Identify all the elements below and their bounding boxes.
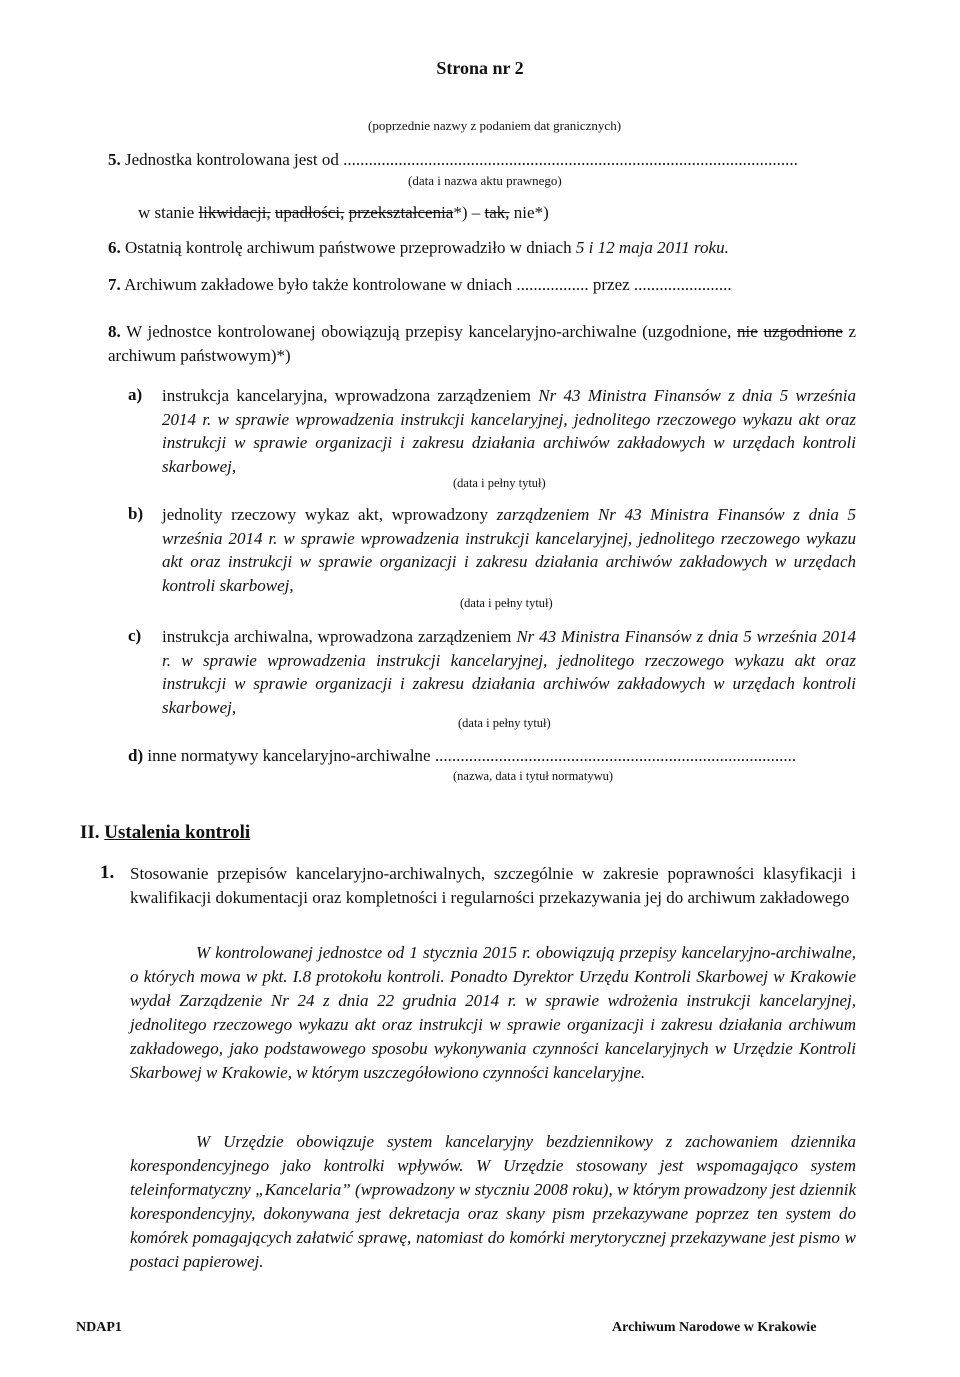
sub-a-note: (data i pełny tytuł) [453, 476, 546, 490]
item-8 [108, 320, 856, 367]
section-2-title: Ustalenia kontroli [104, 822, 251, 843]
item-5-text: Jednostka kontrolowana jest od [125, 150, 339, 169]
findings-item-1-number: 1. [100, 862, 115, 883]
item-7-text: Archiwum zakładowe było także kontrolowane w dniach [124, 275, 513, 294]
sub-d-dots: ..................................................................................... [434, 746, 797, 765]
item-6 [108, 238, 729, 258]
item-7-dots-2: ....................... [633, 275, 732, 294]
item-8-struck-nie: nie [737, 322, 758, 341]
item-5-dots: ........................................................................................................... [343, 150, 798, 169]
item-8-text-2: z archiwum państwowym)*) [108, 322, 856, 365]
sub-c-note: (data i pełny tytuł) [458, 716, 551, 730]
sub-b-label: b) [128, 504, 144, 523]
sub-c-text [162, 625, 856, 719]
note-legal-act: (data i nazwa aktu prawnego) [408, 173, 562, 188]
sub-d [128, 746, 796, 766]
state-prefix: w stanie [138, 203, 195, 222]
item-6-text: Ostatnią kontrolę archiwum państwowe przeprowadziło w dniach [125, 238, 572, 257]
section-2-number: II. [80, 822, 100, 843]
findings-paragraph-2: W Urzędzie obowiązuje system kancelaryjny bezdziennikowy z zachowaniem dziennika korespondencyjnego jako kontrolki wpływów. W Urzędzie stosowany jest wspomagająco system teleinformatyczny „Kancelaria” (wprowadzony w styczniu 2008 roku), w którym prowadzony jest dziennik korespondencyjny, dokonywana jest dekretacja oraz skany pism przekazywane poprzez ten system do komórek pomagających załatwić sprawę, natomiast do komórki merytorycznej przekazywane jest pismo w postaci papierowej. [130, 1132, 856, 1271]
item-6-dates: 5 i 12 maja 2011 roku. [575, 238, 729, 257]
sub-a-text [162, 384, 856, 478]
item-8-struck-uzgodnione: uzgodnione [763, 322, 843, 341]
item-5 [108, 150, 798, 170]
sub-b-italic: zarządzeniem Nr 43 Ministra Finansów z dnia 5 września 2014 r. w sprawie wprowadzenia instrukcji kancelaryjnej, jednolitego rzeczowego wykazu akt oraz instrukcji w sprawie organizacji i zakresu działania archiwów zakładowych w urzędach kontroli skarbowej, [162, 505, 857, 595]
note-previous-names: (poprzednie nazwy z podaniem dat granicznych) [368, 118, 622, 133]
sub-c-label: c) [128, 626, 142, 645]
item-8-text: W jednostce kontrolowanej obowiązują przepisy kancelaryjno-archiwalne (uzgodnione, [126, 322, 732, 341]
sub-c-italic: Nr 43 Ministra Finansów z dnia 5 września 2014 r. w sprawie wprowadzenia instrukcji kancelaryjnej, jednolitego rzeczowego wykazu akt oraz instrukcji w sprawie organizacji i zakresu działania archiwów zakładowych w urzędach kontroli skarbowej, [162, 627, 857, 717]
state-no: nie*) [513, 203, 549, 222]
sub-b-text [162, 503, 856, 597]
sub-b-plain: jednolity rzeczowy wykaz akt, wprowadzony [162, 505, 489, 524]
state-transformation-struck: przekształcenia [348, 203, 454, 222]
section-2-heading [80, 822, 250, 844]
item-6-number: 6. [108, 238, 121, 257]
findings-paragraph-1: W kontrolowanej jednostce od 1 stycznia 2015 r. obowiązują przepisy kancelaryjno-archiwalne, o których mowa w pkt. I.8 protokołu kontroli. Ponadto Dyrektor Urzędu Kontroli Skarbowej w Krakowie wydał Zarządzenie Nr 24 z dnia 22 grudnia 2014 r. w sprawie wdrożenia instrukcji kancelaryjnej, jednolitego rzeczowego wykazu akt oraz instrukcji w sprawie organizacji i zakresu działania archiwum zakładowego, jako podstawowego sposobu wykonywania czynności kancelaryjnych w Urzędzie Kontroli Skarbowej w Krakowie, w którym uszczegółowiono czynności kancelaryjne. [130, 943, 856, 1082]
item-5-number: 5. [108, 150, 121, 169]
sub-a-plain: instrukcja kancelaryjna, wprowadzona zarządzeniem [162, 386, 531, 405]
item-7-przez: przez [592, 275, 630, 294]
page-title: Strona nr 2 [436, 58, 524, 78]
state-star: *) – [453, 203, 481, 222]
item-7-number: 7. [108, 275, 121, 294]
footer-code: NDAP1 [76, 1320, 122, 1335]
sub-a-italic: Nr 43 Ministra Finansów z dnia 5 września 2014 r. w sprawie wprowadzenia instrukcji kancelaryjnej, jednolitego rzeczowego wykazu akt oraz instrukcji w sprawie organizacji i zakresu działania archiwów zakładowych w urzędach kontroli skarbowej, [162, 386, 857, 476]
sub-c-plain: instrukcja archiwalna, wprowadzona zarządzeniem [162, 627, 512, 646]
footer-archive-name: Archiwum Narodowe w Krakowie [612, 1320, 817, 1335]
item-7-dots: ................. [516, 275, 589, 294]
state-yes-struck: tak, [484, 203, 510, 222]
state-liquidation-struck: likwidacji, [198, 203, 271, 222]
item-5-state-line [138, 203, 549, 223]
findings-item-1-text: Stosowanie przepisów kancelaryjno-archiwalnych, szczególnie w zakresie poprawności klasyfikacji i kwalifikacji dokumentacji oraz kompletności i regularności przekazywania jej do archiwum zakładowego [130, 864, 856, 907]
item-8-number: 8. [108, 322, 121, 341]
sub-d-label: d) [128, 746, 144, 765]
sub-a-label: a) [128, 385, 143, 404]
sub-d-plain: inne normatywy kancelaryjno-archiwalne [147, 746, 431, 765]
state-bankruptcy-struck: upadłości, [274, 203, 345, 222]
item-7 [108, 275, 732, 295]
sub-d-note: (nazwa, data i tytuł normatywu) [453, 769, 614, 783]
sub-b-note: (data i pełny tytuł) [460, 596, 553, 610]
